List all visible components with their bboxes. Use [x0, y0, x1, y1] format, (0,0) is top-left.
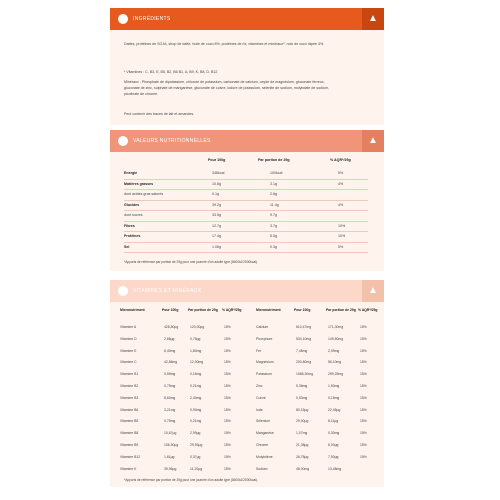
column-header: % AQR*/29g	[330, 158, 351, 162]
row-divider	[124, 179, 368, 180]
table-cell: 1068,30mg	[296, 372, 313, 377]
table-cell: 7,50µg	[328, 454, 339, 459]
table-row-label: Fibres	[124, 223, 135, 228]
table-cell: 29,93µg	[190, 443, 203, 447]
circle-icon	[118, 136, 128, 146]
circle-icon	[118, 286, 128, 296]
table-cell: 0,21mg	[190, 384, 202, 388]
row-divider	[124, 200, 368, 201]
table-row-label: Vitamine B5	[120, 419, 139, 424]
ingredients-title: INGRÉDIENTS	[133, 16, 171, 22]
table-cell: 10%	[338, 223, 346, 228]
table-cell: 15%	[224, 325, 231, 329]
table-row-label: Sodium	[256, 466, 268, 471]
table-cell: 3.7g	[270, 223, 277, 228]
table-row-label: Vitamine K	[120, 466, 137, 471]
table-row-label: dont sucres	[124, 213, 143, 217]
table-cell: 15%	[360, 407, 367, 412]
table-cell: 15%	[360, 443, 367, 447]
table-cell: 106,90µg	[164, 443, 179, 447]
table-cell: 5.0g	[270, 234, 277, 238]
table-row-label: Vitamine B9	[120, 443, 139, 447]
table-cell: 534,10mg	[296, 336, 312, 341]
table-row-label: Fer	[256, 348, 262, 353]
row-divider	[124, 252, 368, 253]
table-row-label: Zinc	[256, 384, 263, 388]
table-cell: 15%	[224, 454, 231, 459]
table-cell: 5%	[338, 244, 344, 249]
table-cell: 15%	[360, 360, 367, 365]
table-row-label: Sélénium	[256, 419, 271, 424]
table-cell: 15%	[360, 431, 367, 436]
table-row-label: Potassium	[256, 372, 272, 377]
table-cell: 100kcal	[270, 171, 283, 175]
table-cell: 4%	[338, 202, 344, 207]
table-cell: 200,80mg	[296, 360, 312, 365]
table-row-label: Vitamine C	[120, 360, 137, 365]
ingredients-text: Dattes, protéines de SOJA, sirop de datte, huile de coco 8%, protéines de riz, vitamines et minéraux*, noix de coco râpée 4%.	[124, 42, 325, 46]
table-cell: 15%	[224, 443, 231, 447]
nutrition-header[interactable]	[110, 130, 384, 152]
table-cell: 1,80mg	[190, 348, 202, 353]
table-row-label: dont acides gras saturés	[124, 192, 164, 196]
table-row-label: Sel	[124, 244, 130, 249]
minerals-text-3: picolinate de chrome.	[124, 92, 159, 96]
table-cell: 171,00mg	[328, 325, 344, 329]
table-cell: 7,48mg	[296, 348, 308, 353]
table-row-label: Magnésium	[256, 360, 274, 365]
table-cell: 1.06g	[212, 244, 221, 249]
table-cell: 15%	[224, 336, 231, 341]
table-cell: 15%	[224, 395, 231, 400]
row-divider	[124, 221, 368, 222]
table-cell: 0,15mg	[328, 395, 340, 400]
vitamins-list-text: * Vitamines : C, B3, E, B5, B2, B6 B1, A, B9, K, B8, D, B12	[124, 70, 218, 74]
column-header: Micronutriment	[120, 308, 145, 312]
table-cell: 1,07mg	[296, 431, 308, 436]
column-header: % AQR*/29g	[222, 308, 242, 312]
table-cell: 15%	[224, 360, 231, 365]
table-cell: 15%	[224, 372, 231, 377]
table-row-label: Energie	[124, 171, 138, 175]
table-cell: 2,40mg	[190, 395, 202, 400]
table-cell: 0,90mg	[190, 407, 202, 412]
table-cell: 149,50mg	[328, 336, 344, 341]
table-row-label: Manganèse	[256, 431, 274, 436]
nutrition-footnote: *Apports de référence par portion de 29g pour une journée d'un adulte type (8400kJ/2000kcal).	[124, 260, 258, 264]
minerals-text-2: gluconate de zinc, sulphate de manganèse, gluconate de cuivre, iodure de potassium, selenite de sodium, molybdate de sodium,	[124, 86, 329, 90]
table-row-label: Phosphore	[256, 336, 273, 341]
table-row-label: Vitamine B2	[120, 384, 139, 388]
table-cell: 5,36mg	[296, 384, 308, 388]
column-header: Par portion de 29g	[326, 308, 356, 312]
table-cell: 42,86mg	[164, 360, 178, 365]
table-row-label: Vitamine B6	[120, 407, 139, 412]
column-header: Pour 100g	[162, 308, 179, 312]
table-cell: 22,45µg	[328, 407, 341, 412]
table-cell: 5%	[338, 171, 344, 175]
table-cell: 15%	[224, 348, 231, 353]
table-cell: 13,48mg	[328, 466, 342, 471]
column-header: Pour 100g	[294, 308, 311, 312]
table-cell: 10.8g	[212, 181, 221, 186]
vitamins-section	[110, 280, 384, 487]
table-cell: 2,09mg	[328, 348, 340, 353]
table-cell: 1,50mg	[328, 384, 340, 388]
table-cell: 33.5g	[212, 213, 221, 217]
table-row-label: Glucides	[124, 202, 140, 207]
vitamins-header[interactable]	[110, 280, 384, 302]
column-header: Pour 100g	[208, 158, 226, 162]
table-cell: 8,11µg	[328, 419, 339, 424]
row-divider	[124, 242, 368, 243]
table-cell: 15%	[360, 384, 367, 388]
table-cell: 9.7g	[270, 213, 277, 217]
table-cell: 610,47mg	[296, 325, 312, 329]
ingredients-header[interactable]	[110, 8, 384, 30]
table-cell: 11,20µg	[190, 466, 203, 471]
table-cell: 12,00mg	[190, 360, 204, 365]
table-cell: 6,40mg	[164, 348, 176, 353]
table-cell: 15%	[224, 431, 231, 436]
table-cell: 26,78µg	[296, 454, 309, 459]
table-row-label: Vitamine B1	[120, 372, 139, 377]
table-cell: 15%	[224, 419, 231, 424]
table-row-label: Vitamine E	[120, 348, 137, 353]
table-cell: 10%	[338, 234, 346, 238]
column-header: Micronutriment	[256, 308, 281, 312]
table-cell: 428,80µg	[164, 325, 179, 329]
table-cell: 15%	[360, 419, 367, 424]
nutrition-title: VALEURS NUTRITIONNELLES	[133, 138, 211, 144]
table-cell: 3.1g	[270, 181, 277, 186]
minerals-text-1: Minéraux : Phosphate de dipotassium, chlorure de potassium, carbonate de calcium, oxyde de magnésium, gluconate ferreux,	[124, 80, 325, 84]
table-row-label: Vitamine B3	[120, 395, 139, 400]
table-cell: 2.6g	[270, 192, 277, 196]
table-cell: 348kcal	[212, 171, 225, 175]
table-cell: 15%	[360, 454, 367, 459]
nutrition-section	[110, 130, 384, 271]
table-cell: 0,59mg	[164, 372, 176, 377]
table-cell: 39,96µg	[164, 466, 177, 471]
table-cell: 15%	[360, 325, 367, 329]
row-divider	[124, 231, 368, 232]
table-cell: 0,16mg	[190, 372, 202, 377]
table-row-label: Calcium	[256, 325, 269, 329]
table-cell: 15%	[224, 384, 231, 388]
table-cell: 11.4g	[270, 202, 279, 207]
circle-icon	[118, 14, 128, 24]
table-cell: 15%	[224, 466, 231, 471]
table-cell: 56,10mg	[328, 360, 342, 365]
table-cell: 299,25mg	[328, 372, 344, 377]
table-cell: 0,37µg	[190, 454, 201, 459]
table-cell: 0,21mg	[190, 419, 202, 424]
table-cell: 10,67µg	[164, 431, 177, 436]
table-row-label: Vitamine D	[120, 336, 137, 341]
table-cell: 2,68µg	[164, 336, 175, 341]
table-row-label: Iode	[256, 407, 263, 412]
table-cell: 80,15µg	[296, 407, 309, 412]
table-row-label: Protéines	[124, 234, 141, 238]
table-cell: 29,00µg	[296, 419, 309, 424]
table-cell: 0,75mg	[164, 419, 176, 424]
ingredients-section	[110, 8, 384, 125]
table-cell: 0.3g	[270, 244, 277, 249]
table-row-label: Molybdène	[256, 454, 273, 459]
table-cell: 39.2g	[212, 202, 221, 207]
table-cell: 8,60mg	[164, 395, 176, 400]
table-cell: 0,53mg	[296, 395, 308, 400]
table-cell: 12.7g	[212, 223, 221, 228]
table-cell: 15%	[360, 395, 367, 400]
table-cell: 4%	[338, 181, 344, 186]
table-cell: 0,75µg	[190, 336, 201, 341]
chevron-up-icon[interactable]: ▲	[362, 130, 384, 152]
table-cell: 17.4g	[212, 234, 221, 238]
table-cell: 0,30mg	[328, 431, 340, 436]
table-row-label: Cuivre	[256, 395, 266, 400]
table-cell: 120,00µg	[190, 325, 205, 329]
table-cell: 9.1g	[212, 192, 219, 196]
table-row-label: Vitamine A	[120, 325, 137, 329]
column-header: Par portion de 29g	[258, 158, 290, 162]
chevron-up-icon[interactable]: ▲	[362, 280, 384, 302]
vitamins-footnote: *Apports de référence par portion de 29g pour une journée d'un adulte type (8400kJ/2000kcal).	[124, 478, 258, 482]
table-cell: 15%	[360, 372, 367, 377]
table-cell: 15%	[224, 407, 231, 412]
table-row-label: Vitamine B8	[120, 431, 139, 436]
table-cell: 2,99µg	[190, 431, 201, 436]
row-divider	[124, 189, 368, 190]
column-header: Par portion de 29g	[188, 308, 218, 312]
table-row-label: Matières grasses	[124, 181, 154, 186]
row-divider	[124, 210, 368, 211]
table-row-label: Vitamine B12	[120, 454, 141, 459]
chevron-up-icon[interactable]: ▲	[362, 8, 384, 30]
table-cell: 21,38µg	[296, 443, 309, 447]
table-cell: 15%	[360, 336, 367, 341]
table-cell: 0,75mg	[164, 384, 176, 388]
table-row-label: Chrome	[256, 443, 269, 447]
table-cell: 1,61µg	[164, 454, 175, 459]
allergen-text: Peut contenir des traces de lait et amandes.	[124, 112, 195, 116]
table-cell: 48,00mg	[296, 466, 310, 471]
column-header: % AQR*/29g	[358, 308, 378, 312]
vitamins-title: VITAMINES ET MINÉRAUX	[133, 288, 202, 294]
table-cell: 6,00µg	[328, 443, 339, 447]
table-cell: 3,21mg	[164, 407, 176, 412]
table-cell: 15%	[360, 348, 367, 353]
